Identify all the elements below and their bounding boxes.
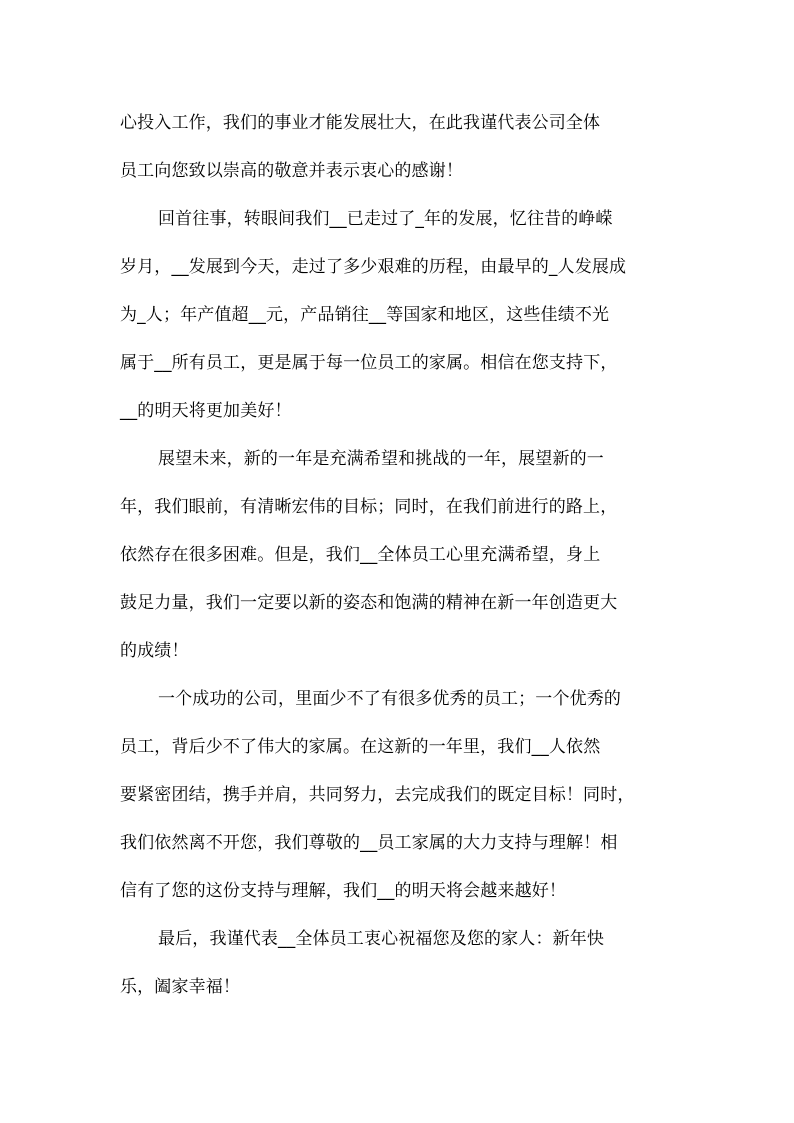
text-line: 我们依然离不开您，我们尊敬的__员工家属的大力支持与理解！相 [120, 833, 618, 853]
text-line: 鼓足力量，我们一定要以新的姿态和饱满的精神在新一年创造更大 [120, 593, 618, 613]
text-line: 一个成功的公司，里面少不了有很多优秀的员工；一个优秀的 [158, 689, 622, 709]
text-line: 员工向您致以崇高的敬意并表示衷心的感谢！ [120, 161, 463, 181]
text-line: 信有了您的这份支持与理解，我们__的明天将会越来越好！ [120, 881, 567, 901]
text-line: __的明天将更加美好！ [120, 401, 292, 421]
text-line: 年，我们眼前，有清晰宏伟的目标；同时，在我们前进行的路上， [120, 497, 618, 517]
paragraph-2 [120, 195, 660, 435]
paragraph-5 [120, 915, 660, 1011]
text-line: 回首往事，转眼间我们__已走过了_年的发展，忆往昔的峥嵘 [158, 209, 613, 229]
paragraph-3 [120, 435, 660, 675]
text-line: 最后，我谨代表__全体员工衷心祝福您及您的家人：新年快 [158, 929, 605, 949]
text-line: 展望未来，新的一年是充满希望和挑战的一年，展望新的一 [158, 449, 604, 469]
text-line: 的成绩！ [120, 641, 189, 661]
text-line: 岁月，__发展到今天，走过了多少艰难的历程，由最早的_人发展成 [120, 257, 627, 277]
text-line: 依然存在很多困难。但是，我们__全体员工心里充满希望，身上 [120, 545, 601, 565]
text-line: 心投入工作，我们的事业才能发展壮大，在此我谨代表公司全体 [120, 113, 601, 133]
document-body [120, 99, 660, 1011]
paragraph-4 [120, 675, 660, 915]
text-line: 员工，背后少不了伟大的家属。在这新的一年里，我们__人依然 [120, 737, 601, 757]
text-line: 为_人；年产值超__元，产品销往__等国家和地区，这些佳绩不光 [120, 305, 610, 325]
text-line: 乐，阖家幸福！ [120, 977, 241, 997]
text-line: 属于__所有员工，更是属于每一位员工的家属。相信在您支持下， [120, 353, 618, 373]
paragraph-1 [120, 99, 660, 195]
text-line: 要紧密团结，携手并肩，共同努力，去完成我们的既定目标！同时， [120, 785, 635, 805]
